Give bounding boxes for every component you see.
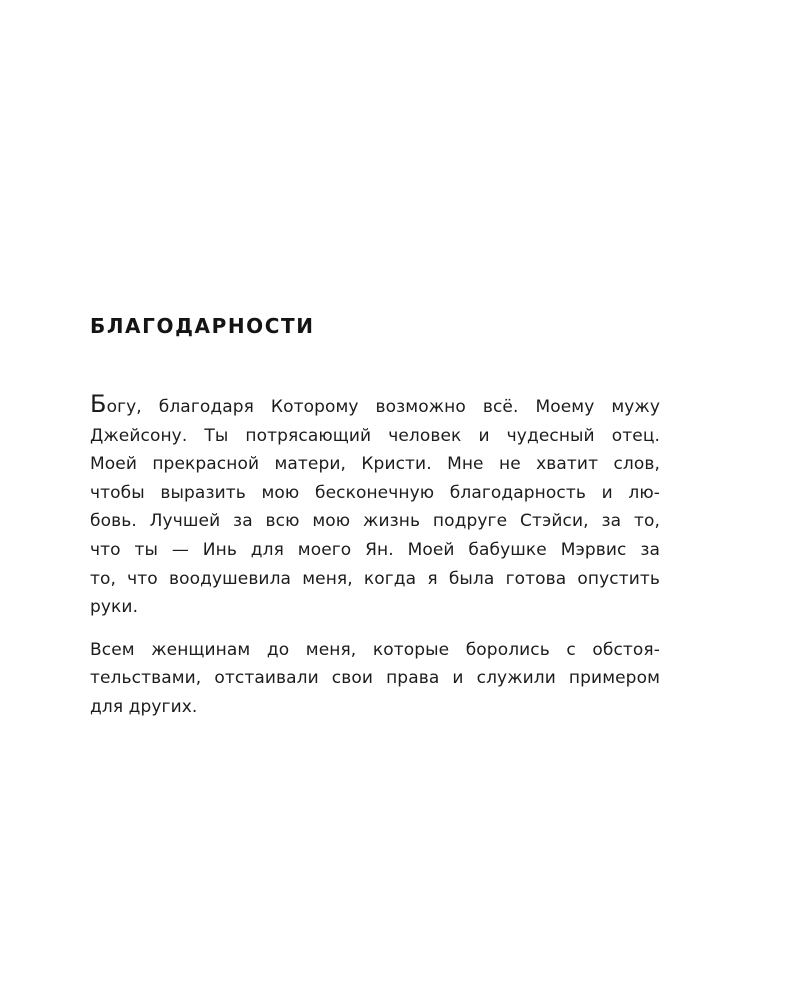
paragraph-line: то, что воодушевила меня, когда я была готова опустить [90,568,660,589]
paragraph-line: Всем женщинам до меня, которые боролись с обстоя- [90,639,660,660]
paragraph-line: Богу, благодаря Которому возможно всё. Моему мужу [90,390,660,418]
acknowledgements-body [90,390,660,722]
paragraph-2 [90,636,660,722]
paragraph-line: для других. [90,696,198,717]
paragraph-line: чтобы выразить мою бесконечную благодарность и лю- [90,482,660,503]
initial-letter: Б [90,390,107,418]
paragraph-line: Джейсону. Ты потрясающий человек и чудесный отец. [90,425,660,446]
paragraph-line: руки. [90,597,139,618]
paragraph-1 [90,390,660,622]
paragraph-line: бовь. Лучшей за всю мою жизнь подруге Стэйси, за то, [90,511,660,532]
paragraph-line: что ты — Инь для моего Ян. Моей бабушке Мэрвис за [90,539,660,560]
paragraph-line: Моей прекрасной матери, Кристи. Мне не хватит слов, [90,454,660,475]
chapter-heading: БЛАГОДАРНОСТИ [90,314,315,338]
paragraph-line: тельствами, отстаивали свои права и служили примером [90,668,660,689]
